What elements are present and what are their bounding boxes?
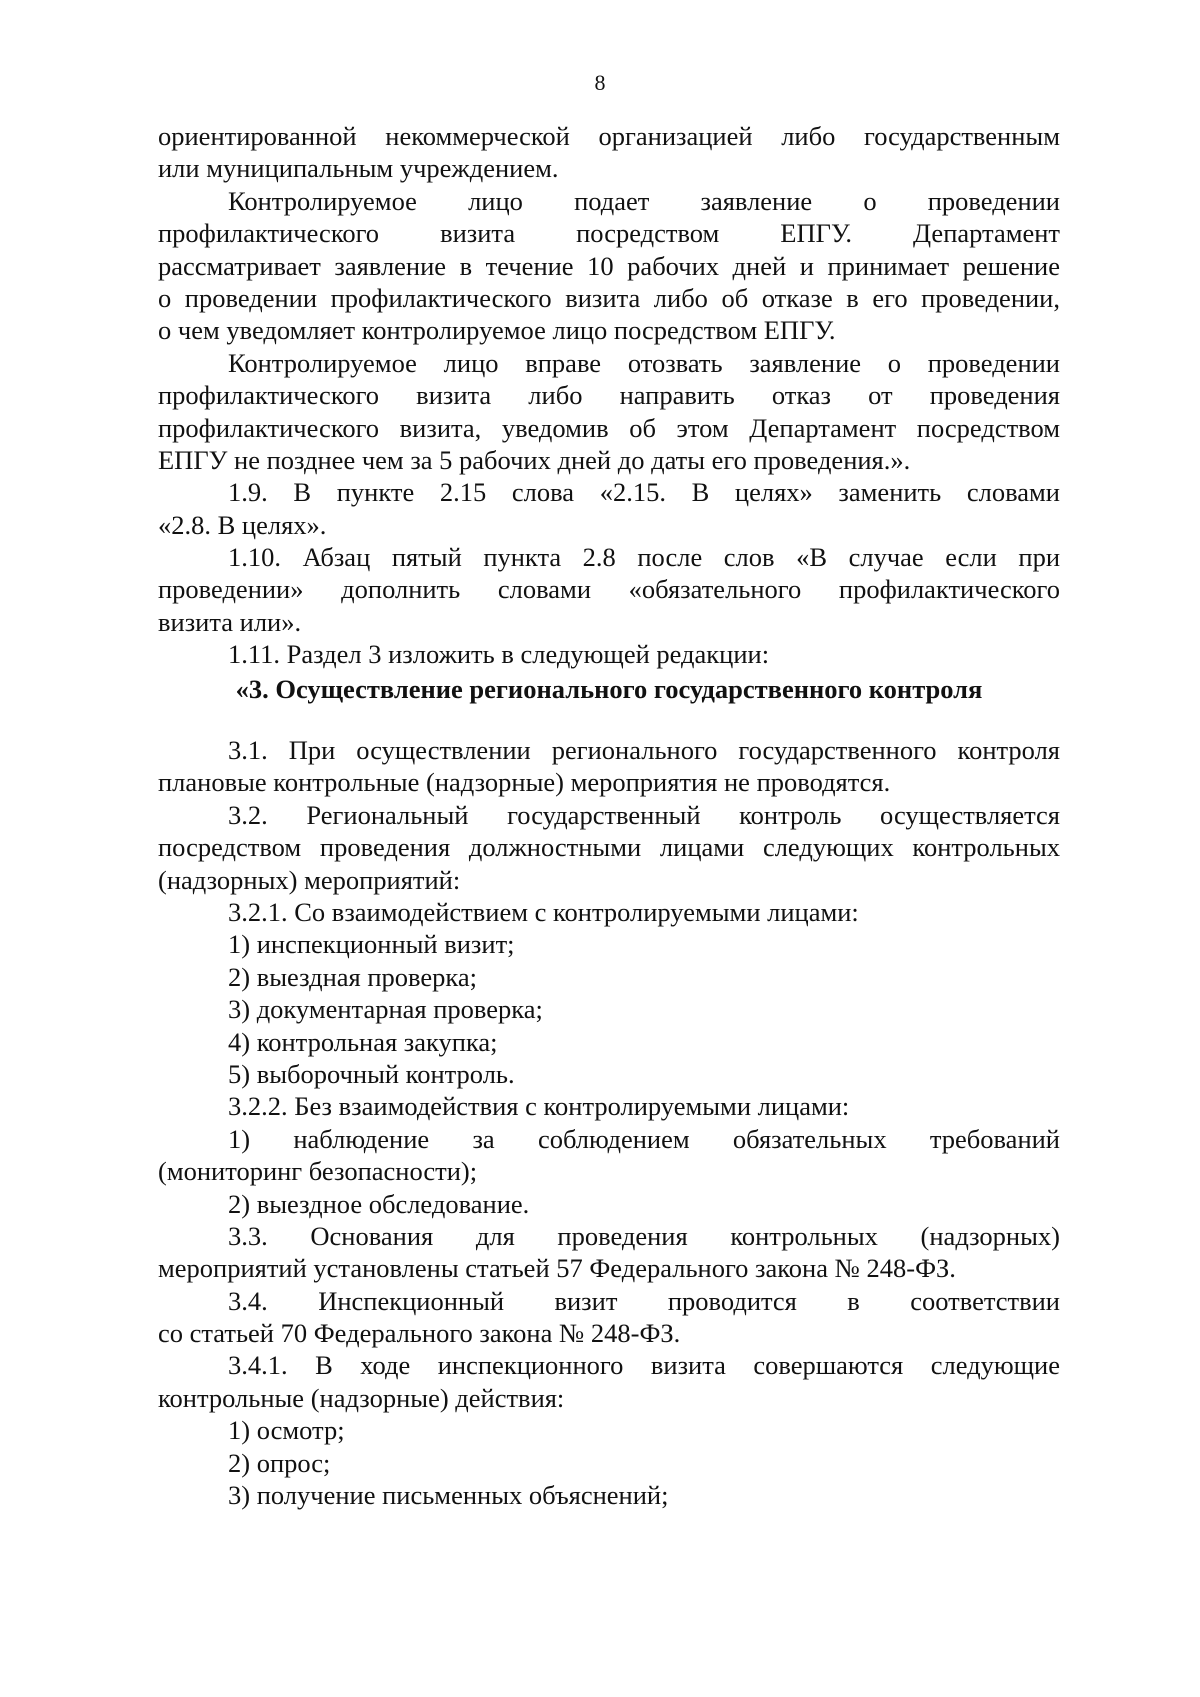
text-line: контрольные (надзорные) действия: bbox=[158, 1382, 565, 1413]
list-item: 2) выездное обследование. bbox=[228, 1188, 530, 1219]
document-body bbox=[158, 120, 1060, 1511]
text-line: посредством проведения должностными лицами следующих контрольных bbox=[158, 832, 1060, 863]
text-line: (надзорных) мероприятий: bbox=[158, 864, 461, 895]
list-item: 3) получение письменных объяснений; bbox=[228, 1480, 669, 1511]
list-item: 2) опрос; bbox=[228, 1447, 331, 1478]
text-line: 1.11. Раздел 3 изложить в следующей редакции: bbox=[228, 639, 770, 670]
text-line: 3.2. Региональный государственный контроль осуществляется bbox=[228, 799, 1060, 830]
text-line: Контролируемое лицо подает заявление о проведении bbox=[228, 185, 1060, 216]
text-line: визита или». bbox=[158, 606, 302, 637]
text-line: профилактического визита, уведомив об этом Департамент посредством bbox=[158, 412, 1060, 443]
text-line: 1.9. В пункте 2.15 слова «2.15. В целях» заменить словами bbox=[228, 477, 1060, 508]
text-line: 3.2.2. Без взаимодействия с контролируемыми лицами: bbox=[228, 1091, 850, 1122]
text-line: 3.4. Инспекционный визит проводится в соответствии bbox=[228, 1285, 1060, 1316]
text-line: рассматривает заявление в течение 10 рабочих дней и принимает решение bbox=[158, 250, 1060, 281]
text-line: 3.2.1. Со взаимодействием с контролируемыми лицами: bbox=[228, 896, 859, 927]
spacer bbox=[158, 705, 1060, 734]
text-line: профилактического визита посредством ЕПГУ. Департамент bbox=[158, 218, 1060, 249]
text-line: ориентированной некоммерческой организацией либо государственным bbox=[158, 121, 1060, 151]
text-line: ЕПГУ не позднее чем за 5 рабочих дней до даты его проведения.». bbox=[158, 444, 911, 475]
list-item: 4) контрольная закупка; bbox=[228, 1026, 498, 1057]
text-line: или муниципальным учреждением. bbox=[158, 153, 559, 184]
text-line: Контролируемое лицо вправе отозвать заявление о проведении bbox=[228, 347, 1060, 378]
text-line: (мониторинг безопасности); bbox=[158, 1156, 478, 1187]
list-item: 3) документарная проверка; bbox=[228, 994, 543, 1025]
text-line: со статьей 70 Федерального закона № 248-ФЗ. bbox=[158, 1318, 681, 1349]
text-line: о чем уведомляет контролируемое лицо посредством ЕПГУ. bbox=[158, 315, 836, 346]
page-number: 8 bbox=[594, 70, 606, 95]
list-item: 1) наблюдение за соблюдением обязательных требований bbox=[228, 1123, 1060, 1154]
text-line: 3.3. Основания для проведения контрольных (надзорных) bbox=[228, 1220, 1060, 1251]
text-line: проведении» дополнить словами «обязательного профилактического bbox=[158, 574, 1060, 605]
list-item: 1) осмотр; bbox=[228, 1415, 345, 1446]
list-item: 1) инспекционный визит; bbox=[228, 929, 515, 960]
list-item: 5) выборочный контроль. bbox=[228, 1058, 515, 1089]
text-line: профилактического визита либо направить отказ от проведения bbox=[158, 380, 1060, 411]
text-line: 3.4.1. В ходе инспекционного визита совершаются следующие bbox=[228, 1350, 1060, 1381]
text-line: 3.1. При осуществлении регионального государственного контроля bbox=[228, 735, 1060, 766]
text-line: «2.8. В целях». bbox=[158, 509, 327, 540]
text-line: мероприятий установлены статьей 57 Федерального закона № 248-ФЗ. bbox=[158, 1253, 956, 1284]
list-item: 2) выездная проверка; bbox=[228, 961, 477, 992]
text-line: 1.10. Абзац пятый пункта 2.8 после слов «В случае если при bbox=[228, 542, 1060, 573]
text-line: о проведении профилактического визита либо об отказе в его проведении, bbox=[158, 282, 1060, 313]
text-line: плановые контрольные (надзорные) мероприятия не проводятся. bbox=[158, 767, 891, 798]
section-heading: «3. Осуществление регионального государственного контроля bbox=[235, 673, 983, 704]
